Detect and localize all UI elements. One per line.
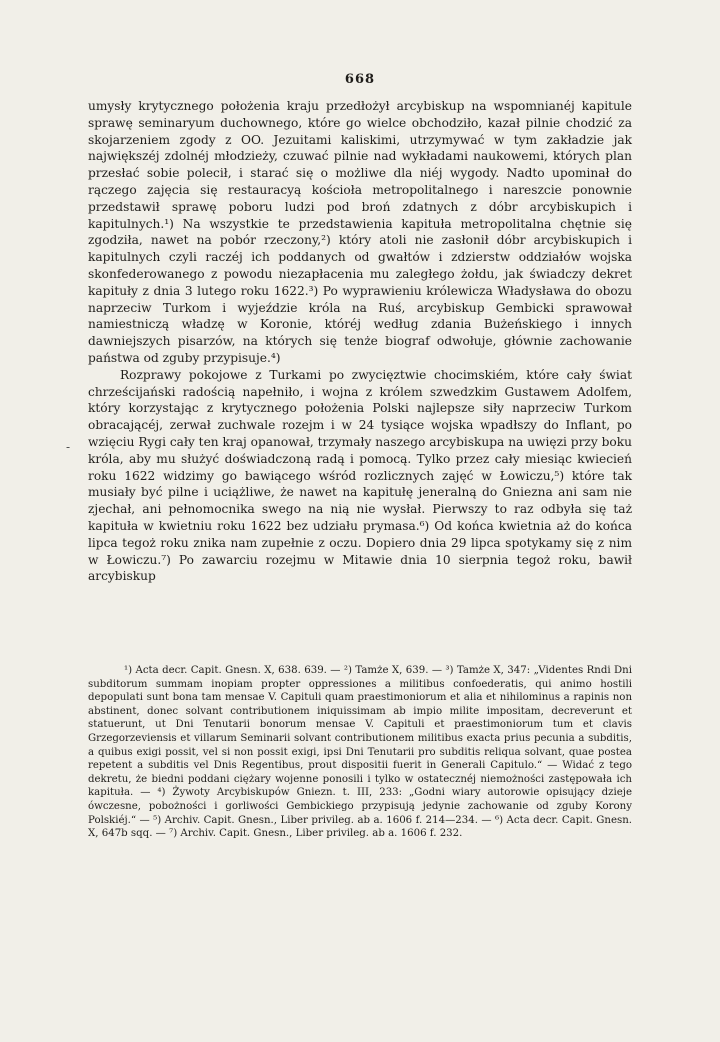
footnote-text: ¹) Acta decr. Capit. Gnesn. X, 638. 639. — ²) Tamże X, 639. — ³) Tamże X, 347: „Videntes Rndi Dni subditorum summam inopiam propter oppressiones a militibus confoederatis, qui animo hostili depopulati sunt bona tam mensae V. Capituli quam praestimoniorum et alia et nihilominus a rapinis non abstinent, donec solvant contributionem iniquissimam ab impio milite impositam, decreverunt et statuerunt, ut Dni Tenutarii bonorum mensae V. Capituli et praestimoniorum tum et clavis Grzegorzeviensis et villarum Seminarii solvant contributionem militibus exacta prius pecunia a subditis, a quibus exigi possit, vel si non possit exigi, ipsi Dni Tenutarii pro subditis reliqua solvant, quae postea repetent a subditis vel Dnis Regentibus, prout dispositii fuerit in Generali Capitulo.“ — Widać z tego dekretu, że biedni poddani ciężary wojenne ponosili i tylko w ostatecznéj niemożności zastępowała ich kapituła. — ⁴) Żywoty Arcybiskupów Gniezn. t. III, 233: „Godni wiary autorowie opisujący dzieje ówczesne, pobożności i gorliwości Gembickiego przypisują jedynie zachowanie od zguby Korony Polskiéj.“ — ⁵) Archiv. Capit. Gnesn., Liber privileg. ab a. 1606 f. 214—234. — ⁶) Acta decr. Capit. Gnesn. X, 647b sqq. — ⁷) Archiv. Capit. Gnesn., Liber privileg. ab a. 1606 f. 232. [88, 665, 632, 840]
main-text [88, 98, 632, 585]
paragraph-2: Rozprawy pokojowe z Turkami po zwycięztwie chocimskiém, które cały świat chrześcijański radością napełniło, i wojna z królem szwedzkim Gustawem Adolfem, który korzystając z krytycznego położenia Polski najlepsze siły naprzeciw Turkom obracającéj, zerwał zuchwale rozejm i w 24 tysiące wojska wpadłszy do Inflant, po wzięciu Rygi cały ten kraj opanował, trzymały naszego arcybiskupa na uwięzi przy boku króla, aby mu służyć doświadczoną radą i pomocą. Tylko przez cały miesiąc kwiecień roku 1622 widzimy go bawiącego wśród rozlicznych zajęć w Łowiczu,⁵) które tak musiały być pilne i uciążliwe, że nawet na kapitułę jeneralną do Gniezna ani sam nie zjechał, ani pełnomocnika swego na nią nie wysłał. Pierwszy to raz odbyła się taż kapituła w kwietniu roku 1622 bez udziału prymasa.⁶) Od końca kwietnia aż do końca lipca tegoż roku znika nam zupełnie z oczu. Dopiero dnia 29 lipca spotykamy się z nim w Łowiczu.⁷) Po zawarciu rozejmu w Mitawie dnia 10 sierpnia tegoż roku, bawił arcybiskup [88, 367, 632, 584]
paragraph-1: umysły krytycznego położenia kraju przedłożył arcybiskup na wspomnianéj kapitule sprawę seminaryum duchownego, które go wielce obchodziło, kazał pilnie chodzić za skojarzeniem zgody z OO. Jezuitami kaliskimi, utrzymywać w tym zakładzie jak największéj zdolnéj młodzieży, czuwać pilnie nad wykładami naukowemi, których plan przesłać sobie polecił, i starać się o możliwe dla niéj wygody. Nadto upominał do rączego zajęcia się restauracyą kościoła metropolitalnego i nareszcie ponownie przedstawił sprawę poboru ludzi pod broń zdatnych z dóbr arcybiskupich i kapitulnych.¹) Na wszystkie te przedstawienia kapituła metropolitalna chętnie się zgodziła, nawet na pobór rzeczony,²) który atoli nie zasłonił dóbr arcybiskupich i kapitulnych czyli raczéj ich poddanych od gwałtów i zdzierstw oddziałów wojska skonfederowanego z powodu niezapłacenia mu zaległego żołdu, jak świadczy dekret kapituły z dnia 3 lutego roku 1622.³) Po wyprawieniu królewicza Władysława do obozu naprzeciw Turkom i wyjeździe króla na Ruś, arcybiskup Gembicki sprawował namiestniczą władzę w Koronie, któréj według zdania Bużeńskiego i innych dawniejszych pisarzów, na których się tenże biograf odwołuje, głównie zachowanie państwa od zguby przypisuje.⁴) [88, 99, 632, 365]
page-number: 668 [344, 72, 376, 87]
footnotes [88, 664, 632, 841]
margin-mark: - [66, 440, 71, 454]
